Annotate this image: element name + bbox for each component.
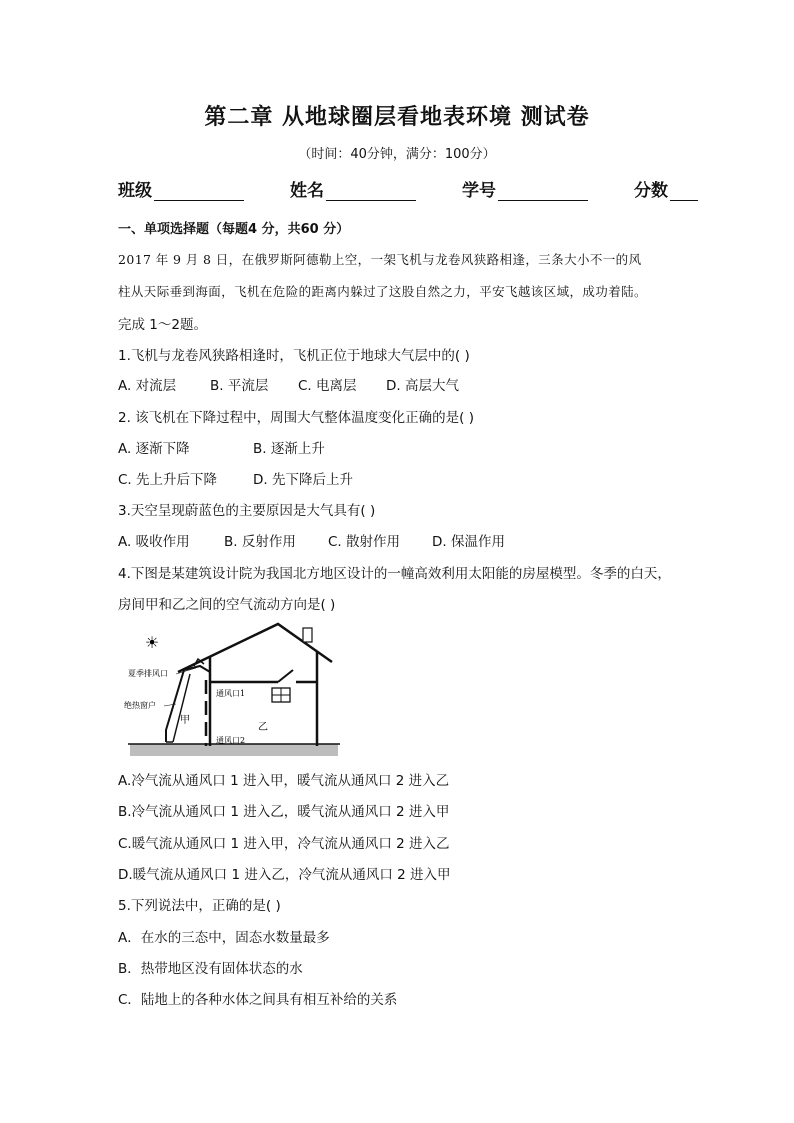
upper-floor-slope bbox=[278, 670, 293, 682]
option-a[interactable]: A. 对流层 bbox=[118, 378, 177, 394]
option-c[interactable]: C. 先上升后下降 bbox=[118, 472, 218, 488]
number-blank[interactable] bbox=[498, 184, 588, 201]
question-5-option-a[interactable]: A．在水的三态中，固态水数量最多 bbox=[118, 930, 330, 946]
passage-instruction: 完成 1～2题。 bbox=[118, 317, 207, 333]
option-b[interactable]: B. 反射作用 bbox=[224, 534, 296, 550]
sun-icon: ☀ bbox=[144, 633, 160, 652]
name-label: 姓名 bbox=[290, 181, 324, 201]
option-b[interactable]: B. 平流层 bbox=[210, 378, 269, 394]
question-2-options-row1 bbox=[118, 437, 325, 457]
house-diagram bbox=[118, 622, 358, 762]
question-4-option-d[interactable]: D.暖气流从通风口 1 进入乙，冷气流从通风口 2 进入甲 bbox=[118, 867, 451, 883]
score-blank[interactable] bbox=[670, 184, 698, 201]
option-b[interactable]: B. 逐渐上升 bbox=[253, 441, 325, 457]
question-3-stem: 3.天空呈现蔚蓝色的主要原因是大气具有( ) bbox=[118, 503, 376, 519]
class-field bbox=[118, 176, 244, 201]
section-heading: 一、单项选择题（每题4 分，共60 分） bbox=[118, 222, 350, 237]
insulated-window bbox=[173, 674, 190, 742]
label-room-b: 乙 bbox=[258, 722, 268, 733]
class-blank[interactable] bbox=[154, 184, 244, 201]
label-window: 绝热窗户 bbox=[124, 701, 156, 710]
option-d[interactable]: D. 高层大气 bbox=[386, 378, 459, 394]
question-1-stem: 1.飞机与龙卷风狭路相逢时，飞机正位于地球大气层中的( ) bbox=[118, 348, 470, 364]
question-4-option-a[interactable]: A.冷气流从通风口 1 进入甲，暖气流从通风口 2 进入乙 bbox=[118, 773, 450, 789]
ground bbox=[130, 744, 338, 756]
question-5-stem: 5.下列说法中，正确的是( ) bbox=[118, 898, 281, 914]
option-a[interactable]: A. 吸收作用 bbox=[118, 534, 190, 550]
question-1-options bbox=[118, 374, 459, 394]
name-blank[interactable] bbox=[326, 184, 416, 201]
chimney bbox=[303, 628, 312, 642]
number-field bbox=[462, 176, 588, 201]
exam-time-score: （时间：40分钟，满分：100分） bbox=[298, 147, 496, 162]
label-vent-2: 通风口2 bbox=[216, 736, 246, 745]
sunroom-frame bbox=[166, 666, 210, 742]
option-d[interactable]: D. 先下降后上升 bbox=[253, 472, 353, 488]
score-field bbox=[634, 176, 698, 201]
label-room-a: 甲 bbox=[180, 715, 190, 726]
option-a[interactable]: A. 逐渐下降 bbox=[118, 441, 190, 457]
student-info-fields bbox=[118, 176, 698, 201]
class-label: 班级 bbox=[118, 181, 152, 201]
passage-line: 柱从天际垂到海面，飞机在危险的距离内躲过了这股自然之力，平安飞越该区域，成功着陆。 bbox=[118, 284, 647, 299]
score-label: 分数 bbox=[634, 181, 668, 201]
number-label: 学号 bbox=[462, 181, 496, 201]
passage-line: 2017 年 9 月 8 日，在俄罗斯阿德勒上空，一架飞机与龙卷风狭路相逢，三条大小不一的风 bbox=[118, 252, 642, 267]
question-2-stem: 2. 该飞机在下降过程中，周围大气整体温度变化正确的是( ) bbox=[118, 410, 474, 426]
question-4-stem: 4.下图是某建筑设计院为我国北方地区设计的一幢高效利用太阳能的房屋模型。冬季的白天， bbox=[118, 566, 671, 582]
label-vent-1: 通风口1 bbox=[216, 689, 246, 698]
question-4-stem-cont: 房间甲和乙之间的空气流动方向是( ) bbox=[118, 597, 336, 613]
option-c[interactable]: C. 电离层 bbox=[298, 378, 357, 394]
question-5-option-b[interactable]: B．热带地区没有固体状态的水 bbox=[118, 961, 303, 977]
question-4-option-b[interactable]: B.冷气流从通风口 1 进入乙，暖气流从通风口 2 进入甲 bbox=[118, 804, 450, 820]
question-3-options bbox=[118, 530, 505, 550]
label-summer-vent: 夏季排风口 bbox=[128, 669, 168, 678]
page-title: 第二章 从地球圈层看地表环境 测试卷 bbox=[204, 105, 590, 130]
question-2-options-row2 bbox=[118, 468, 353, 488]
option-c[interactable]: C. 散射作用 bbox=[328, 534, 401, 550]
question-4-option-c[interactable]: C.暖气流从通风口 1 进入甲，冷气流从通风口 2 进入乙 bbox=[118, 836, 450, 852]
option-d[interactable]: D. 保温作用 bbox=[432, 534, 505, 550]
name-field bbox=[290, 176, 416, 201]
question-5-option-c[interactable]: C．陆地上的各种水体之间具有相互补给的关系 bbox=[118, 992, 398, 1008]
